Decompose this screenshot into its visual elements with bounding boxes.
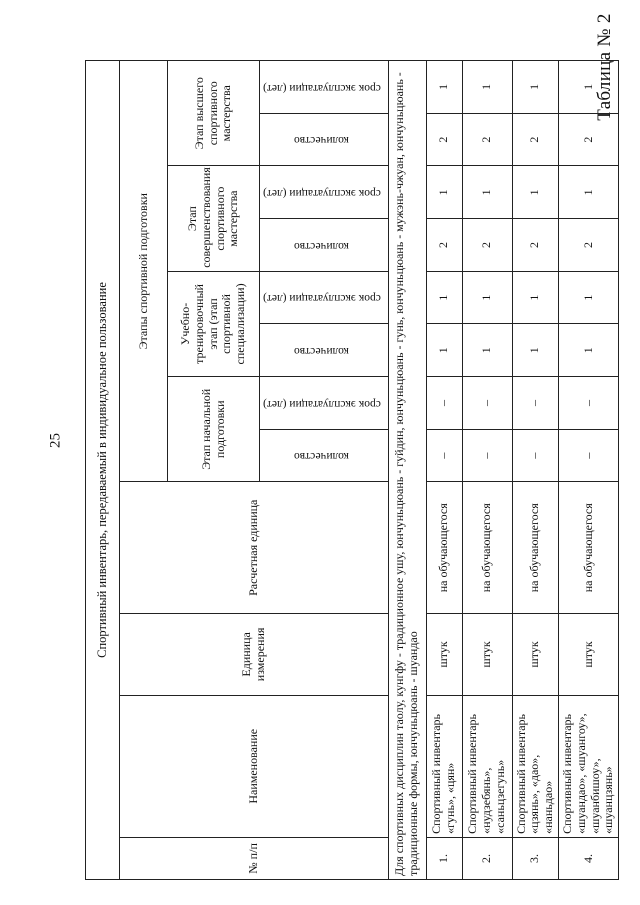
cell-value: 1 [512, 61, 558, 114]
cell-value: – [462, 429, 512, 482]
cell-value: – [559, 377, 619, 430]
cell-value: – [512, 429, 558, 482]
header-name: Наименование [120, 695, 389, 837]
row-unit: штук [559, 614, 619, 696]
subheader-quantity: количество [260, 429, 389, 482]
header-num: № п/п [120, 837, 389, 879]
cell-value: 1 [462, 324, 512, 377]
subheader-period: срок эксплуатации (лет) [260, 271, 389, 324]
cell-value: – [512, 377, 558, 430]
table-row [462, 61, 512, 880]
cell-value: – [559, 429, 619, 482]
table-caption: Спортивный инвентарь, передаваемый в индивидуальное пользование [86, 61, 120, 880]
table-title: Таблица № 2 [594, 13, 615, 121]
row-unit: штук [426, 614, 462, 696]
row-num: 3. [512, 837, 558, 879]
cell-value: 1 [426, 271, 462, 324]
page-number: 25 [47, 433, 64, 448]
row-unit: штук [462, 614, 512, 696]
cell-value: 1 [559, 61, 619, 114]
subheader-quantity: количество [260, 113, 389, 166]
cell-value: 2 [559, 113, 619, 166]
cell-value: 2 [512, 113, 558, 166]
row-calc-unit: на обучающегося [559, 482, 619, 614]
subheader-quantity: количество [260, 219, 389, 272]
header-calc-unit: Расчетная единица [120, 482, 389, 614]
header-stage-3: Этап совершенствования спортивного мастерства [168, 166, 260, 271]
subheader-period: срок эксплуатации (лет) [260, 377, 389, 430]
header-unit: Единица измерения [120, 614, 389, 696]
section-label: Для спортивных дисциплин таолу, кунгфу - традиционное ушу, юнчуньцюань - гуйдин, юнчуньцюань - гунь, юнчуньцюань - мужэнь-чжуан, юнчуньцюань - традиционные формы, юнчуньцюань - шуандао [388, 61, 426, 880]
header-stage-4: Этап высшего спортивного мастерства [168, 61, 260, 166]
cell-value: 2 [462, 219, 512, 272]
row-name: Спортивный инвентарь «шуандао», «шуангоу», «шуанбишоу», «шуанцзянь» [559, 695, 619, 837]
cell-value: 2 [426, 113, 462, 166]
cell-value: 1 [559, 324, 619, 377]
row-num: 2. [462, 837, 512, 879]
cell-value: 1 [462, 61, 512, 114]
header-stage-1: Этап начальной подготовки [168, 377, 260, 482]
cell-value: 1 [426, 324, 462, 377]
inventory-table [85, 60, 619, 880]
subheader-quantity: количество [260, 324, 389, 377]
table-row [512, 61, 558, 880]
table-row [559, 61, 619, 880]
table-row [426, 61, 462, 880]
cell-value: 1 [512, 271, 558, 324]
row-num: 4. [559, 837, 619, 879]
row-calc-unit: на обучающегося [426, 482, 462, 614]
cell-value: 1 [462, 166, 512, 219]
cell-value: 1 [559, 271, 619, 324]
subheader-period: срок эксплуатации (лет) [260, 166, 389, 219]
row-name: Спортивный инвентарь «гунь», «цян» [426, 695, 462, 837]
cell-value: 2 [559, 219, 619, 272]
cell-value: 1 [512, 166, 558, 219]
header-stages-title: Этапы спортивной подготовки [120, 61, 168, 482]
row-name: Спортивный инвентарь «цзянь», «дао», «наньдао» [512, 695, 558, 837]
row-name: Спортивный инвентарь «нудзебянь», «саньцзегунь» [462, 695, 512, 837]
cell-value: – [426, 429, 462, 482]
cell-value: 1 [426, 61, 462, 114]
header-stage-2: Учебно-тренировочный этап (этап спортивной специализации) [168, 271, 260, 376]
subheader-period: срок эксплуатации (лет) [260, 61, 389, 114]
cell-value: 1 [426, 166, 462, 219]
row-unit: штук [512, 614, 558, 696]
cell-value: – [426, 377, 462, 430]
cell-value: – [462, 377, 512, 430]
cell-value: 2 [426, 219, 462, 272]
cell-value: 2 [512, 219, 558, 272]
cell-value: 1 [512, 324, 558, 377]
row-num: 1. [426, 837, 462, 879]
cell-value: 1 [559, 166, 619, 219]
row-calc-unit: на обучающегося [462, 482, 512, 614]
cell-value: 2 [462, 113, 512, 166]
row-calc-unit: на обучающегося [512, 482, 558, 614]
cell-value: 1 [462, 271, 512, 324]
